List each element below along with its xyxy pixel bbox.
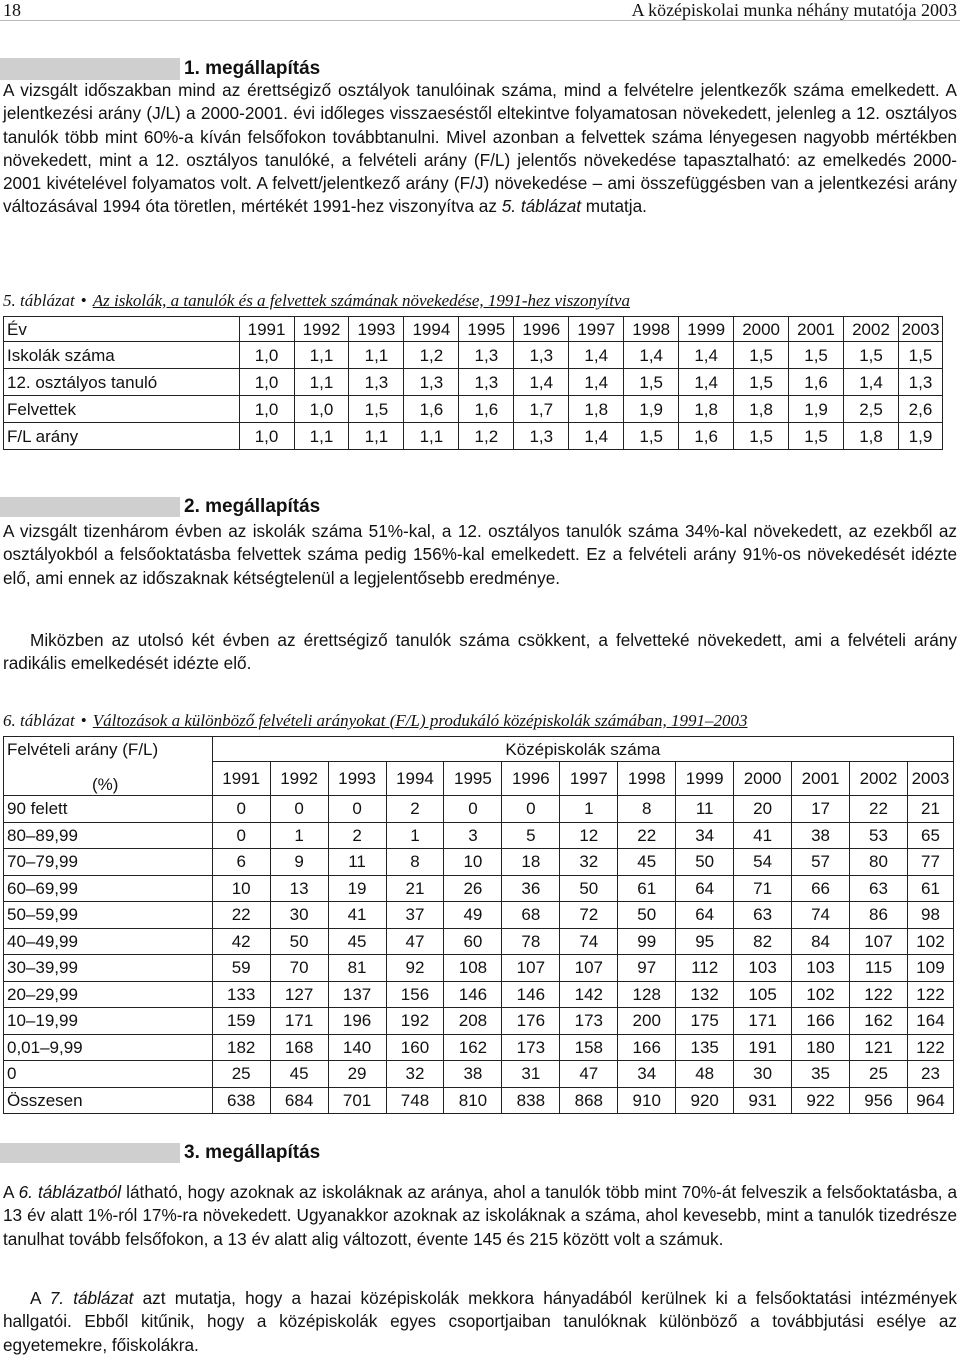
table-cell: 127 <box>270 981 328 1008</box>
table-cell: 122 <box>907 1034 953 1061</box>
table-cell: 23 <box>907 1061 953 1088</box>
table-cell: 1,2 <box>404 342 459 369</box>
table-cell: 17 <box>792 796 850 823</box>
row-label: 60–69,99 <box>4 875 213 902</box>
table-cell: 63 <box>850 875 908 902</box>
table-cell: 103 <box>734 955 792 982</box>
table-cell: 0 <box>270 796 328 823</box>
table-5-year: 1992 <box>294 317 349 342</box>
finding-1-title: 1. megállapítás <box>184 58 321 79</box>
table-cell: 1,0 <box>239 396 294 423</box>
table-cell: 64 <box>676 875 734 902</box>
table-cell: 182 <box>212 1034 270 1061</box>
table-cell: 84 <box>792 928 850 955</box>
table-row <box>4 396 943 423</box>
table-cell: 74 <box>792 902 850 929</box>
table-cell: 108 <box>444 955 502 982</box>
table-cell: 1,4 <box>514 369 569 396</box>
table-cell: 8 <box>618 796 676 823</box>
row-label: 30–39,99 <box>4 955 213 982</box>
table-cell: 1,6 <box>679 423 734 450</box>
row-label: Felvettek <box>4 396 240 423</box>
table-cell: 12 <box>560 822 618 849</box>
table-cell: 6 <box>212 849 270 876</box>
table-cell: 50 <box>560 875 618 902</box>
table-cell: 684 <box>270 1087 328 1114</box>
finding-1-bar <box>0 58 180 80</box>
table-cell: 1,3 <box>514 342 569 369</box>
table-cell: 146 <box>444 981 502 1008</box>
table-cell: 748 <box>386 1087 444 1114</box>
table-cell: 102 <box>907 928 953 955</box>
table-cell: 122 <box>850 981 908 1008</box>
table-cell: 19 <box>328 875 386 902</box>
table-cell: 137 <box>328 981 386 1008</box>
table-cell: 10 <box>444 849 502 876</box>
table-cell: 1,4 <box>569 342 624 369</box>
table-cell: 1,5 <box>789 342 844 369</box>
table-cell: 2 <box>386 796 444 823</box>
table-cell: 132 <box>676 981 734 1008</box>
table-cell: 2,6 <box>898 396 942 423</box>
table-cell: 61 <box>618 875 676 902</box>
table-cell: 22 <box>850 796 908 823</box>
table-cell: 964 <box>907 1087 953 1114</box>
table-6-year: 1991 <box>212 762 270 796</box>
table-5-header-label: Év <box>4 317 240 342</box>
table-cell: 48 <box>676 1061 734 1088</box>
table-5-year: 1996 <box>514 317 569 342</box>
table-cell: 1,0 <box>294 396 349 423</box>
table-cell: 166 <box>792 1008 850 1035</box>
row-label: F/L arány <box>4 423 240 450</box>
table-cell: 10 <box>212 875 270 902</box>
table-cell: 1,1 <box>404 423 459 450</box>
table-cell: 37 <box>386 902 444 929</box>
table-cell: 72 <box>560 902 618 929</box>
table-6 <box>3 736 954 1114</box>
table-cell: 34 <box>618 1061 676 1088</box>
row-label: 12. osztályos tanuló <box>4 369 240 396</box>
table-cell: 1,9 <box>898 423 942 450</box>
table-cell: 1,4 <box>569 423 624 450</box>
table-cell: 102 <box>792 981 850 1008</box>
table-cell: 0 <box>328 796 386 823</box>
table-cell: 32 <box>560 849 618 876</box>
table-cell: 21 <box>386 875 444 902</box>
table-6-year: 1995 <box>444 762 502 796</box>
table-cell: 107 <box>850 928 908 955</box>
table-cell: 0 <box>212 822 270 849</box>
table-row <box>4 981 954 1008</box>
table-cell: 66 <box>792 875 850 902</box>
table-cell: 1,4 <box>844 369 899 396</box>
table-cell: 192 <box>386 1008 444 1035</box>
table-5-year: 1999 <box>679 317 734 342</box>
table-cell: 71 <box>734 875 792 902</box>
table-cell: 38 <box>792 822 850 849</box>
table-cell: 1,3 <box>404 369 459 396</box>
table-cell: 0 <box>502 796 560 823</box>
table-cell: 50 <box>270 928 328 955</box>
row-label: 90 felett <box>4 796 213 823</box>
table-5-year: 2001 <box>789 317 844 342</box>
table-cell: 162 <box>850 1008 908 1035</box>
table-6-year: 1993 <box>328 762 386 796</box>
table-cell: 65 <box>907 822 953 849</box>
table-cell: 171 <box>734 1008 792 1035</box>
table-cell: 47 <box>560 1061 618 1088</box>
row-label: 80–89,99 <box>4 822 213 849</box>
table-cell: 54 <box>734 849 792 876</box>
table-cell: 112 <box>676 955 734 982</box>
table-row <box>4 928 954 955</box>
table-cell: 1,1 <box>349 342 404 369</box>
table-cell: 45 <box>618 849 676 876</box>
table-cell: 107 <box>560 955 618 982</box>
table-cell: 146 <box>502 981 560 1008</box>
table-cell: 1,3 <box>459 369 514 396</box>
table-cell: 9 <box>270 849 328 876</box>
table-6-year: 1996 <box>502 762 560 796</box>
table-cell: 60 <box>444 928 502 955</box>
table-cell: 1,1 <box>294 342 349 369</box>
running-title: A középiskolai munka néhány mutatója 2003 <box>631 0 957 20</box>
table-5-caption: 5. táblázat • Az iskolák, a tanulók és a felvettek számának növekedése, 1991-hez viszonyítva <box>3 291 630 310</box>
table-cell: 29 <box>328 1061 386 1088</box>
table-5-year: 2003 <box>898 317 942 342</box>
table-cell: 1,5 <box>789 423 844 450</box>
table-cell: 140 <box>328 1034 386 1061</box>
row-label: 20–29,99 <box>4 981 213 1008</box>
table-cell: 159 <box>212 1008 270 1035</box>
table-cell: 99 <box>618 928 676 955</box>
table-cell: 122 <box>907 981 953 1008</box>
table-cell: 1,1 <box>294 369 349 396</box>
table-cell: 133 <box>212 981 270 1008</box>
table-cell: 135 <box>676 1034 734 1061</box>
table-cell: 1,6 <box>404 396 459 423</box>
table-cell: 53 <box>850 822 908 849</box>
table-cell: 164 <box>907 1008 953 1035</box>
table-cell: 701 <box>328 1087 386 1114</box>
table-cell: 31 <box>502 1061 560 1088</box>
table-cell: 78 <box>502 928 560 955</box>
table-cell: 32 <box>386 1061 444 1088</box>
table-row <box>4 1034 954 1061</box>
table-cell: 5 <box>502 822 560 849</box>
table-cell: 68 <box>502 902 560 929</box>
table-cell: 35 <box>792 1061 850 1088</box>
table-6-caption: 6. táblázat • Változások a különböző felvételi arányokat (F/L) produkáló középiskolák számában, 1991–2003 <box>3 711 748 730</box>
table-cell: 1,5 <box>734 369 789 396</box>
table-cell: 25 <box>850 1061 908 1088</box>
table-cell: 868 <box>560 1087 618 1114</box>
table-cell: 77 <box>907 849 953 876</box>
table-6-year: 1998 <box>618 762 676 796</box>
table-cell: 59 <box>212 955 270 982</box>
table-cell: 1,5 <box>734 342 789 369</box>
table-row <box>4 902 954 929</box>
table-5-year: 2002 <box>844 317 899 342</box>
table-cell: 61 <box>907 875 953 902</box>
table-cell: 1,8 <box>734 396 789 423</box>
table-cell: 47 <box>386 928 444 955</box>
table-row <box>4 1087 954 1114</box>
table-cell: 30 <box>270 902 328 929</box>
finding-2-bar <box>0 497 180 517</box>
table-row <box>4 849 954 876</box>
table-6-year: 1997 <box>560 762 618 796</box>
table-cell: 26 <box>444 875 502 902</box>
table-cell: 1 <box>386 822 444 849</box>
table-cell: 191 <box>734 1034 792 1061</box>
table-cell: 22 <box>618 822 676 849</box>
finding-2-paragraph-2: Miközben az utolsó két évben az érettségiző tanulók száma csökkent, a felvetteké növekedett, ami a felvételi arány radikális emelkedését idézte elő. <box>3 630 957 674</box>
table-cell: 45 <box>270 1061 328 1088</box>
table-cell: 1,4 <box>679 342 734 369</box>
table-cell: 1,6 <box>459 396 514 423</box>
table-cell: 107 <box>502 955 560 982</box>
table-row <box>4 1008 954 1035</box>
table-cell: 92 <box>386 955 444 982</box>
row-label: Összesen <box>4 1087 213 1114</box>
table-cell: 1,5 <box>349 396 404 423</box>
table-cell: 98 <box>907 902 953 929</box>
table-cell: 128 <box>618 981 676 1008</box>
table-cell: 1,4 <box>624 342 679 369</box>
table-5 <box>3 316 943 450</box>
table-cell: 41 <box>734 822 792 849</box>
table-cell: 931 <box>734 1087 792 1114</box>
table-cell: 115 <box>850 955 908 982</box>
row-label: Iskolák száma <box>4 342 240 369</box>
table-5-year: 1994 <box>404 317 459 342</box>
table-cell: 2,5 <box>844 396 899 423</box>
table-cell: 3 <box>444 822 502 849</box>
table-cell: 34 <box>676 822 734 849</box>
finding-2-paragraph-1: A vizsgált tizenhárom évben az iskolák száma 51%-kal, a 12. osztályos tanulók száma 34%-kal növekedett, az ezekből az osztályokból a felsőoktatásba felvettek száma pedig 156%-kal emelkedett. Ez a felvételi arány 91%-os növekedését idézte elő, ami ennek az időszaknak kétségtelenül a legjelentősebb eredménye. <box>3 521 957 588</box>
page-number: 18 <box>3 0 21 20</box>
table-cell: 166 <box>618 1034 676 1061</box>
table-cell: 1,3 <box>514 423 569 450</box>
row-label: 0,01–9,99 <box>4 1034 213 1061</box>
table-cell: 171 <box>270 1008 328 1035</box>
table-cell: 74 <box>560 928 618 955</box>
table-6-year: 1994 <box>386 762 444 796</box>
table-cell: 64 <box>676 902 734 929</box>
table-cell: 1,3 <box>459 342 514 369</box>
table-cell: 95 <box>676 928 734 955</box>
table-cell: 162 <box>444 1034 502 1061</box>
table-6-year: 2002 <box>850 762 908 796</box>
table-cell: 80 <box>850 849 908 876</box>
table-cell: 1,4 <box>679 369 734 396</box>
table-cell: 1,3 <box>898 369 942 396</box>
table-6-year: 2003 <box>907 762 953 796</box>
table-6-year: 2000 <box>734 762 792 796</box>
table-cell: 173 <box>560 1008 618 1035</box>
table-cell: 1,0 <box>239 342 294 369</box>
table-cell: 2 <box>328 822 386 849</box>
table-cell: 86 <box>850 902 908 929</box>
table-cell: 160 <box>386 1034 444 1061</box>
table-cell: 1,9 <box>789 396 844 423</box>
table-cell: 1 <box>270 822 328 849</box>
table-cell: 42 <box>212 928 270 955</box>
table-cell: 49 <box>444 902 502 929</box>
table-cell: 200 <box>618 1008 676 1035</box>
table-cell: 158 <box>560 1034 618 1061</box>
table-cell: 838 <box>502 1087 560 1114</box>
table-cell: 81 <box>328 955 386 982</box>
table-row <box>4 875 954 902</box>
table-cell: 38 <box>444 1061 502 1088</box>
table-5-year: 1995 <box>459 317 514 342</box>
table-cell: 1,8 <box>569 396 624 423</box>
table-cell: 57 <box>792 849 850 876</box>
table-cell: 13 <box>270 875 328 902</box>
row-label: 40–49,99 <box>4 928 213 955</box>
table-cell: 25 <box>212 1061 270 1088</box>
table-cell: 1,0 <box>239 369 294 396</box>
row-label: 0 <box>4 1061 213 1088</box>
table-6-group-header: Középiskolák száma <box>212 737 953 762</box>
table-cell: 1,6 <box>789 369 844 396</box>
table-5-year: 1993 <box>349 317 404 342</box>
table-5-year: 1991 <box>239 317 294 342</box>
table-cell: 1,5 <box>624 369 679 396</box>
table-cell: 1,3 <box>349 369 404 396</box>
table-cell: 121 <box>850 1034 908 1061</box>
table-cell: 922 <box>792 1087 850 1114</box>
table-cell: 41 <box>328 902 386 929</box>
table-cell: 11 <box>328 849 386 876</box>
row-label: 50–59,99 <box>4 902 213 929</box>
table-cell: 1,0 <box>239 423 294 450</box>
table-cell: 1,5 <box>624 423 679 450</box>
table-cell: 109 <box>907 955 953 982</box>
table-cell: 97 <box>618 955 676 982</box>
table-cell: 208 <box>444 1008 502 1035</box>
table-cell: 1,8 <box>679 396 734 423</box>
table-5-header-row <box>4 317 943 342</box>
table-5-reference: 5. táblázat <box>501 196 582 217</box>
table-cell: 196 <box>328 1008 386 1035</box>
table-cell: 70 <box>270 955 328 982</box>
table-cell: 22 <box>212 902 270 929</box>
header-rule <box>0 20 960 21</box>
table-cell: 1,9 <box>624 396 679 423</box>
table-cell: 1,1 <box>294 423 349 450</box>
row-label: 70–79,99 <box>4 849 213 876</box>
table-5-year: 2000 <box>734 317 789 342</box>
table-cell: 1,8 <box>844 423 899 450</box>
table-cell: 30 <box>734 1061 792 1088</box>
table-6-reference: 6. táblázatból <box>18 1182 122 1202</box>
table-cell: 1,7 <box>514 396 569 423</box>
finding-3-title: 3. megállapítás <box>184 1142 321 1163</box>
table-cell: 1,5 <box>734 423 789 450</box>
table-cell: 82 <box>734 928 792 955</box>
table-row <box>4 796 954 823</box>
table-cell: 810 <box>444 1087 502 1114</box>
table-cell: 1,5 <box>898 342 942 369</box>
table-cell: 1 <box>560 796 618 823</box>
table-6-group-row <box>4 737 954 762</box>
table-7-reference: 7. táblázat <box>49 1288 134 1308</box>
table-5-year: 1997 <box>569 317 624 342</box>
table-cell: 910 <box>618 1087 676 1114</box>
table-6-year: 1999 <box>676 762 734 796</box>
table-cell: 50 <box>676 849 734 876</box>
table-row <box>4 423 943 450</box>
table-cell: 956 <box>850 1087 908 1114</box>
table-cell: 168 <box>270 1034 328 1061</box>
table-cell: 21 <box>907 796 953 823</box>
table-cell: 50 <box>618 902 676 929</box>
table-cell: 1,4 <box>569 369 624 396</box>
table-row <box>4 342 943 369</box>
table-6-header-label-top: Felvételi arány (F/L) <box>4 737 213 762</box>
finding-1-paragraph: A vizsgált időszakban mind az érettségiző osztályok tanulóinak száma, mind a felvételre jelentkezők száma emelkedett. A jelentkezési arány (J/L) a 2000-2001. évi időleges visszaeséstől eltekintve folyamatosan növekedett, jelenleg a 12. osztályos tanulók több mint 60%-a kíván felsőfokon továbbtanulni. Mivel azonban a felvettek száma lényegesen nagyobb mértékben növekedett, mint a 12. osztályos tanulóké, a felvételi arány (F/L) jelentős növekedése tapasztalható: az emelkedés 2000-2001 kivételével folyamatos volt. A felvett/jelentkező arány (F/J) növekedése – ami összefüggésben van a jelentkezési arány változásával 1994 óta töretlen, mértékét 1991-hez viszonyítva az 5. táblázat mutatja. <box>3 80 957 217</box>
table-6-year: 1992 <box>270 762 328 796</box>
table-cell: 36 <box>502 875 560 902</box>
table-cell: 1,2 <box>459 423 514 450</box>
table-cell: 63 <box>734 902 792 929</box>
table-row <box>4 369 943 396</box>
table-row <box>4 955 954 982</box>
table-5-year: 1998 <box>624 317 679 342</box>
table-cell: 173 <box>502 1034 560 1061</box>
table-cell: 0 <box>212 796 270 823</box>
table-cell: 45 <box>328 928 386 955</box>
table-cell: 18 <box>502 849 560 876</box>
table-cell: 142 <box>560 981 618 1008</box>
table-cell: 8 <box>386 849 444 876</box>
table-cell: 0 <box>444 796 502 823</box>
table-cell: 176 <box>502 1008 560 1035</box>
table-cell: 180 <box>792 1034 850 1061</box>
table-cell: 1,1 <box>349 423 404 450</box>
table-6-year: 2001 <box>792 762 850 796</box>
table-cell: 920 <box>676 1087 734 1114</box>
table-cell: 11 <box>676 796 734 823</box>
row-label: 10–19,99 <box>4 1008 213 1035</box>
table-cell: 156 <box>386 981 444 1008</box>
finding-3-paragraph-1: A 6. táblázatból látható, hogy azoknak az iskoláknak az aránya, ahol a tanulók több mint 70%-át felveszik a felsőoktatásba, a 13 év alatt 1%-ról 17%-ra növekedett. Ugyanakkor azoknak az iskoláknak a száma, ahol kevesebb, mint a tanulók tizedrésze tanulhat tovább felsőfokon, a 13 év alatt alig változott, évente 145 és 215 között volt a számuk. <box>3 1182 958 1249</box>
finding-3-paragraph-2: A 7. táblázat azt mutatja, hogy a hazai középiskolák mekkora hányadából kerülnek ki a felsőoktatási intézmények hallgatói. Ebből kitűnik, hogy a középiskolák egyes csoportjaiban tanulóknak különböző a továbbjutási esélye az egyetemekre, főiskolákra. <box>3 1288 957 1355</box>
table-cell: 103 <box>792 955 850 982</box>
table-6-header-label-bottom: (%) <box>4 762 213 796</box>
table-cell: 20 <box>734 796 792 823</box>
table-row <box>4 1061 954 1088</box>
table-cell: 105 <box>734 981 792 1008</box>
table-6-header-row <box>4 762 954 796</box>
finding-3-bar <box>0 1143 180 1163</box>
finding-2-title: 2. megállapítás <box>184 496 321 517</box>
table-row <box>4 822 954 849</box>
table-cell: 638 <box>212 1087 270 1114</box>
table-cell: 175 <box>676 1008 734 1035</box>
table-cell: 1,5 <box>844 342 899 369</box>
